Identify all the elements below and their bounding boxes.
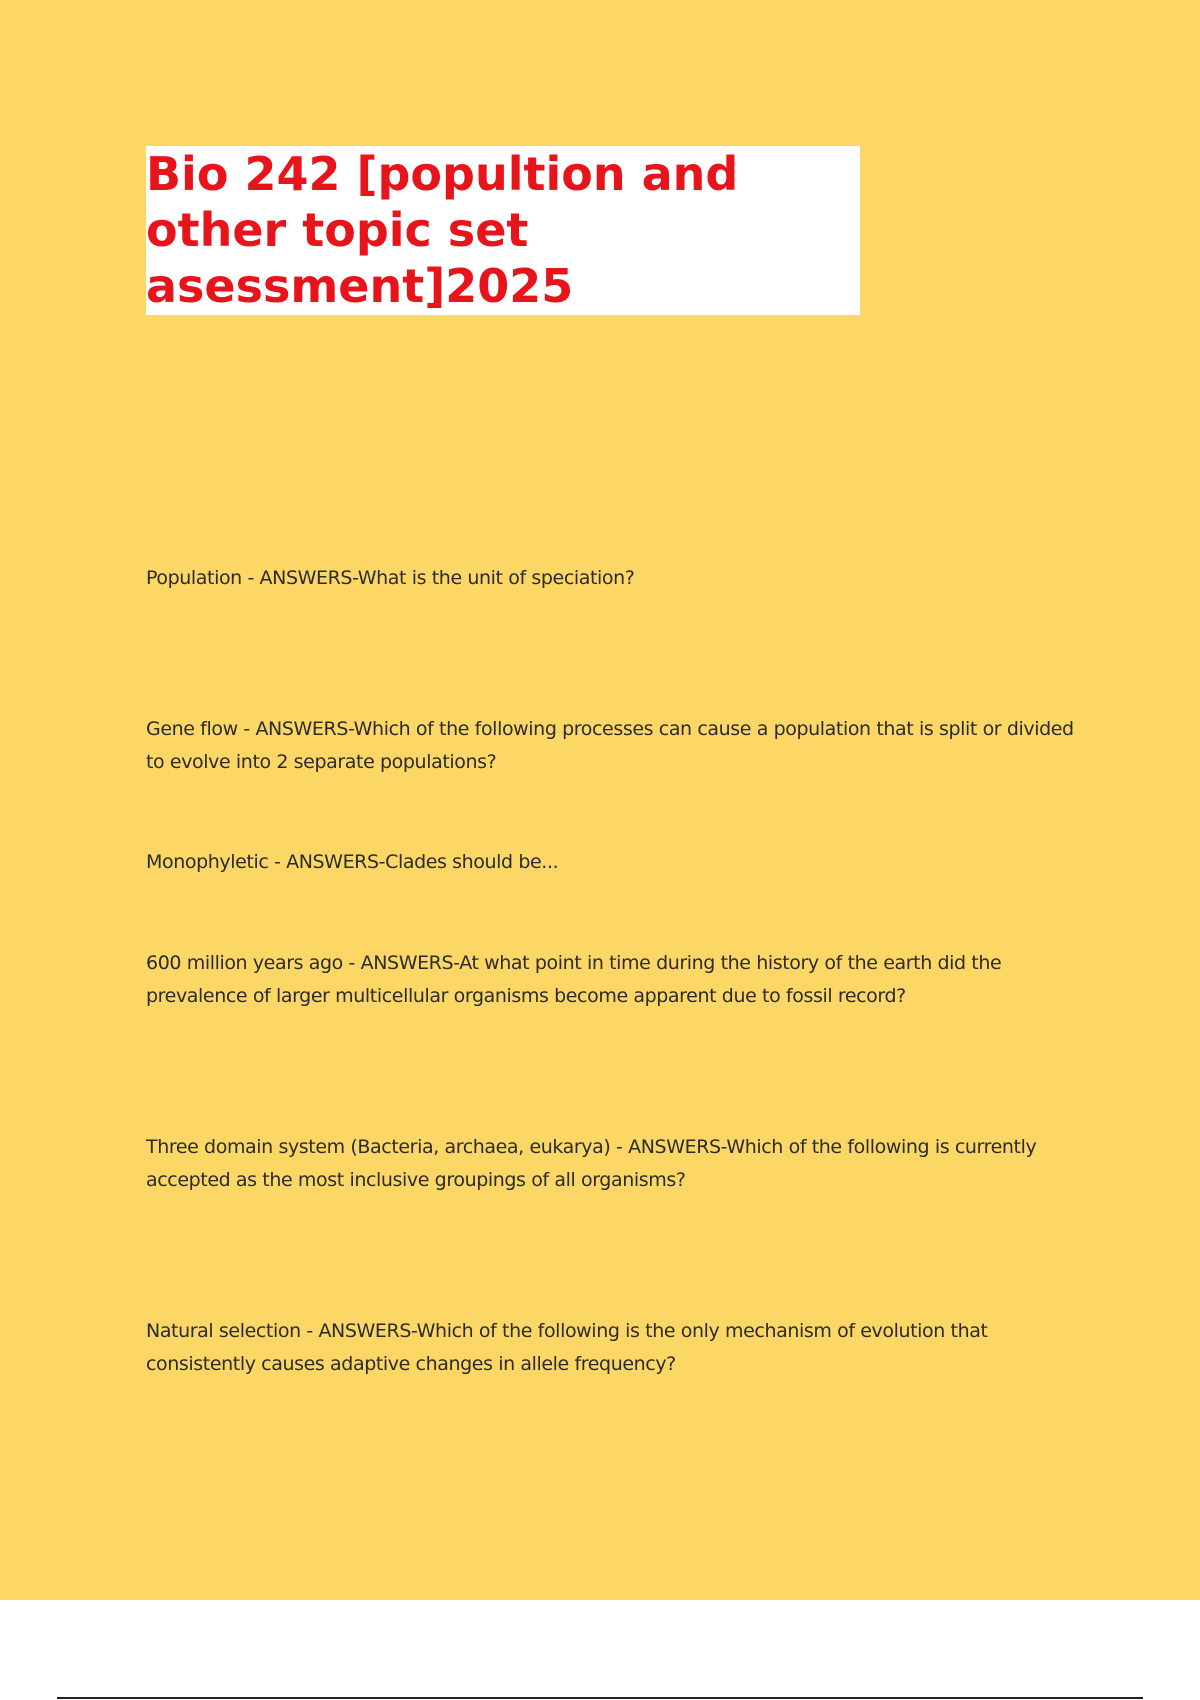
qa-item-600-million-years: 600 million years ago - ANSWERS-At what point in time during the history of the earth did the prevalence of larger multicellular organisms become apparent due to fossil record?: [146, 952, 1002, 1007]
footer-divider: [57, 1697, 1143, 1699]
qa-item-natural-selection: Natural selection - ANSWERS-Which of the following is the only mechanism of evolution that consistently causes adaptive changes in allele frequency?: [146, 1320, 988, 1375]
document-title: Bio 242 [popultion and other topic set asessment]2025: [146, 147, 739, 313]
qa-item-population: Population - ANSWERS-What is the unit of speciation?: [146, 567, 635, 589]
qa-item-gene-flow: Gene flow - ANSWERS-Which of the following processes can cause a population that is split or divided to evolve into 2 separate populations?: [146, 718, 1074, 773]
qa-item-monophyletic: Monophyletic - ANSWERS-Clades should be...: [146, 851, 559, 873]
qa-item-three-domain-system: Three domain system (Bacteria, archaea, eukarya) - ANSWERS-Which of the following is currently accepted as the most inclusive groupings of all organisms?: [146, 1136, 1037, 1191]
